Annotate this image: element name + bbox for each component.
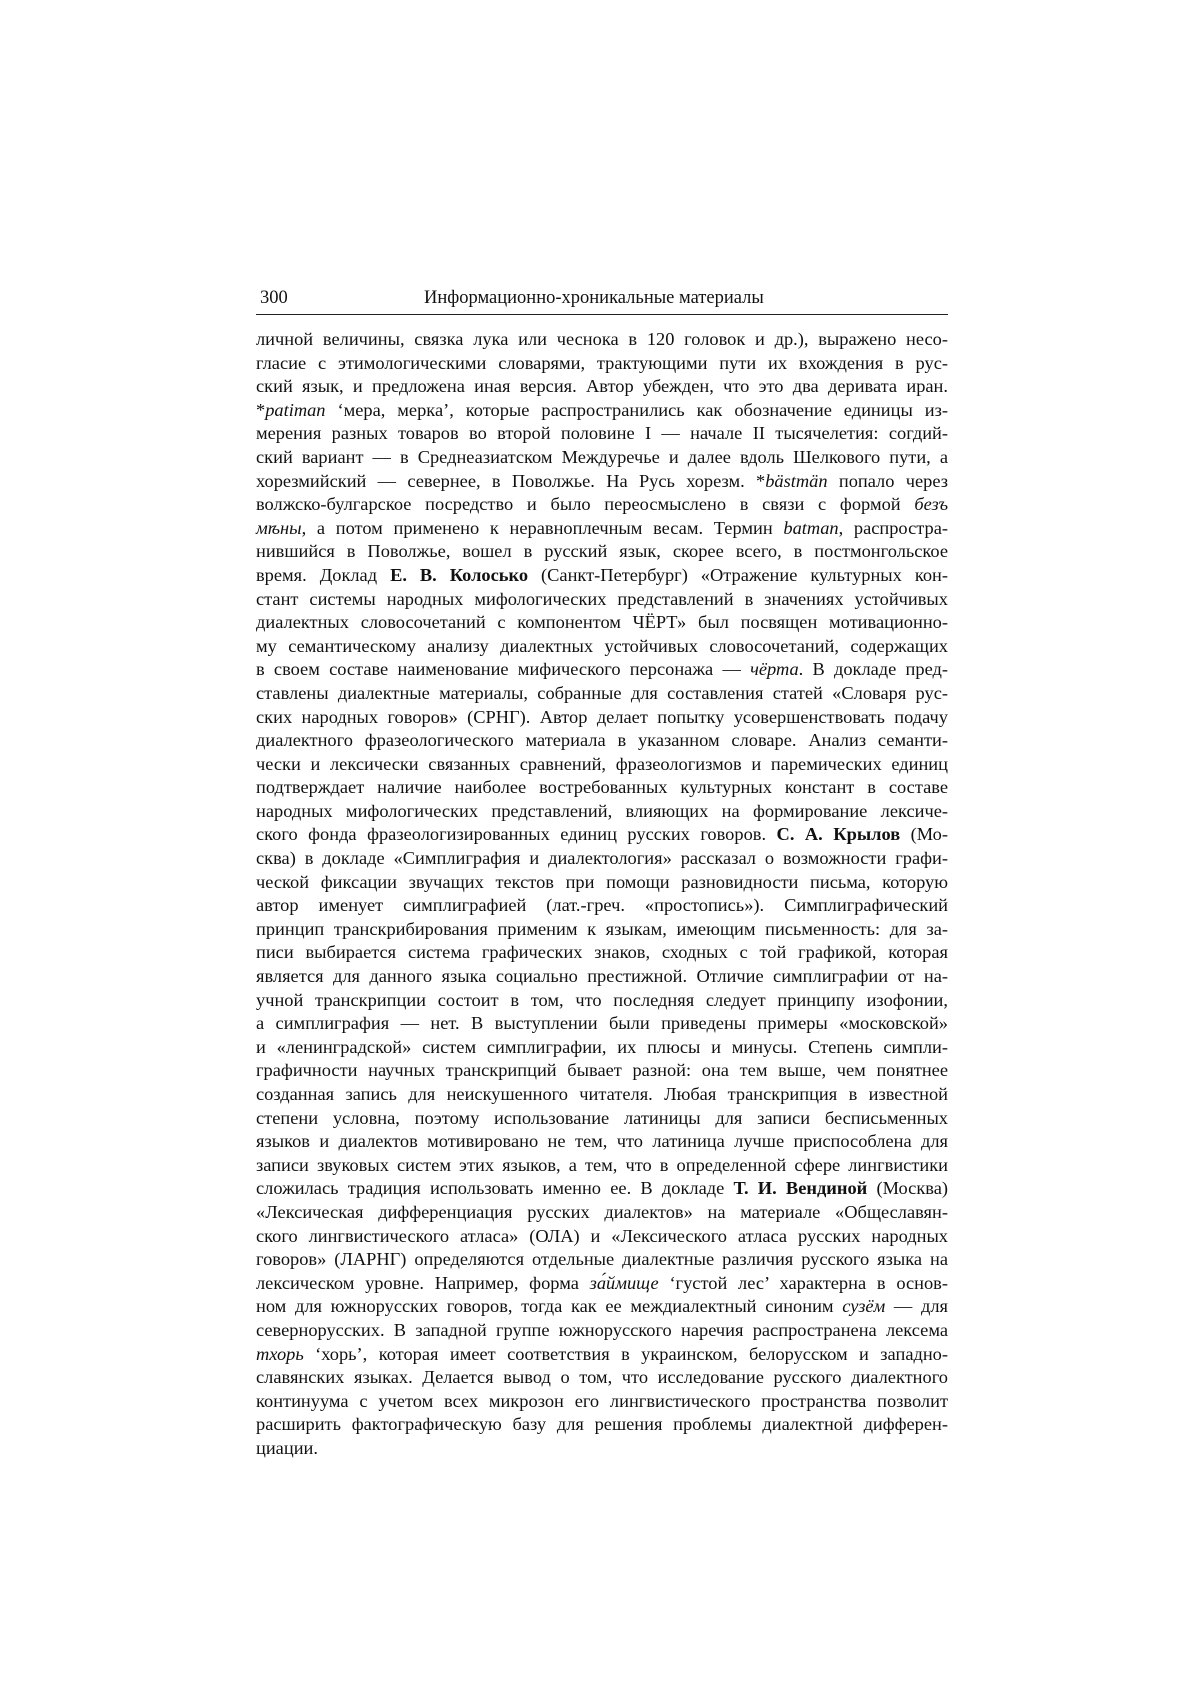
text-line: [256, 918, 948, 942]
text-line: [256, 470, 948, 494]
text-segment: стант системы народных мифологических представлений в значениях устойчивых: [256, 588, 948, 609]
text-line: [256, 328, 948, 352]
author-name: Е. В. Колосько: [390, 564, 529, 585]
text-segment: подтверждает наличие наиболее востребованных культурных констант в составе: [256, 777, 948, 798]
text-segment: а симплиграфия — нет. В выступлении были приведены примеры «московской»: [256, 1013, 948, 1034]
text-segment: мерения разных товаров во второй половине I — начале II тысячелетия: согдий-: [256, 423, 948, 444]
text-segment: народных мифологических представлений, влияющих на формирование лексиче-: [256, 800, 948, 821]
text-segment: ном для южнорусских говоров, тогда как ее междиалектный синоним: [256, 1296, 843, 1317]
text-line: [256, 611, 948, 635]
italic-term: тхорь: [256, 1343, 304, 1364]
text-line: [256, 1036, 948, 1060]
text-segment: славянских языках. Делается вывод о том, что исследование русского диалектного: [256, 1367, 948, 1388]
text-segment: ских народных говоров» (СРНГ). Автор делает попытку усовершенствовать подачу: [256, 706, 948, 727]
text-line: [256, 399, 948, 423]
text-line: [256, 564, 948, 588]
page: [256, 286, 948, 1461]
body-text: [256, 328, 948, 1461]
text-line: [256, 800, 948, 824]
text-line: [256, 682, 948, 706]
text-segment: ‘густой лес’ характерна в основ-: [658, 1272, 948, 1293]
text-line: [256, 375, 948, 399]
text-line: [256, 1107, 948, 1131]
text-line: [256, 823, 948, 847]
text-line: [256, 989, 948, 1013]
text-segment: севернорусских. В западной группе южнорусского наречия распространена лексема: [256, 1319, 948, 1340]
text-line: [256, 422, 948, 446]
text-segment: говоров» (ЛАРНГ) определяются отдельные диалектные различия русского языка на: [256, 1249, 948, 1270]
text-segment: диалектных словосочетаний с компонентом ЧЁРТ» был посвящен мотивационно-: [256, 612, 948, 633]
text-segment: автор именует симплиграфией (лат.-греч. «простопись»). Симплиграфический: [256, 895, 948, 916]
text-segment: сложилась традиция использовать именно ее. В докладе: [256, 1178, 734, 1199]
text-line: [256, 1083, 948, 1107]
text-segment: . В докладе пред-: [798, 659, 948, 680]
text-line: [256, 1272, 948, 1296]
italic-term: patiman: [265, 399, 326, 420]
text-segment: ческой фиксации звучащих текстов при помощи разновидности письма, которую: [256, 871, 948, 892]
text-segment: континуума с учетом всех микрозон его лингвистического пространства позволит: [256, 1390, 948, 1411]
text-segment: попало через: [827, 470, 948, 491]
text-segment: — для: [885, 1296, 948, 1317]
text-segment: ского фонда фразеологизированных единиц русских говоров.: [256, 824, 777, 845]
text-segment: ский язык, и предложена иная версия. Автор убежден, что это два деривата иран.: [256, 376, 948, 397]
text-segment: ский вариант — в Среднеазиатском Междуречье и далее вдоль Шелкового пути, а: [256, 446, 948, 467]
author-name: С. А. Крылов: [776, 824, 901, 845]
text-line: [256, 941, 948, 965]
text-line: [256, 446, 948, 470]
text-line: [256, 1225, 948, 1249]
text-segment: принцип транскрибирования применим к языкам, имеющим письменность: для за-: [256, 918, 948, 939]
text-line: [256, 1059, 948, 1083]
text-line: [256, 776, 948, 800]
text-line: [256, 1319, 948, 1343]
italic-term: batman: [783, 517, 839, 538]
text-segment: личной величины, связка лука или чеснока в 120 головок и др.), выражено несо-: [256, 329, 948, 349]
italic-term: чёрта: [750, 659, 799, 680]
text-segment: «Лексическая дифференциация русских диалектов» на материале «Общеславян-: [256, 1201, 948, 1222]
text-line: [256, 729, 948, 753]
author-name: Т. И. Вендиной: [733, 1178, 868, 1199]
text-line: [256, 871, 948, 895]
text-segment: созданная запись для неискушенного читателя. Любая транскрипция в известной: [256, 1084, 948, 1104]
text-segment: нившийся в Поволжье, вошел в русский язык, скорее всего, в постмонгольское: [256, 541, 948, 562]
text-segment: сква) в докладе «Симплиграфия и диалектология» рассказал о возможности графи-: [256, 848, 948, 869]
text-segment: является для данного языка социально престижной. Отличие симплиграфии от на-: [256, 966, 948, 987]
text-segment: степени условна, поэтому использование латиницы для записи бесписьменных: [256, 1107, 948, 1128]
text-line: [256, 352, 948, 376]
text-segment: расширить фактографическую базу для решения проблемы диалектной дифферен-: [256, 1414, 948, 1435]
running-head-title: Информационно-хроникальные материалы: [424, 288, 764, 308]
text-line: [256, 1177, 948, 1201]
text-line: [256, 635, 948, 659]
text-segment: записи звуковых систем этих языков, а тем, что в определенной сфере лингвистики: [256, 1154, 948, 1175]
text-line: [256, 493, 948, 517]
text-segment: ‘мера, мерка’, которые распространились как обозначение единицы из-: [325, 399, 948, 420]
running-head: [256, 286, 948, 315]
text-line: [256, 1248, 948, 1272]
text-segment: хорезмийский — севернее, в Поволжье. На Русь хорезм. *: [256, 470, 766, 491]
text-line: [256, 1295, 948, 1319]
text-line: [256, 1201, 948, 1225]
text-segment: ского лингвистического атласа» (ОЛА) и «Лексического атласа русских народных: [256, 1225, 948, 1246]
text-segment: , распростра-: [838, 517, 948, 538]
text-line: [256, 1390, 948, 1414]
text-segment: в своем составе наименование мифического персонажа —: [256, 659, 751, 680]
text-segment: писи выбирается система графических знаков, сходных с той графикой, которая: [256, 942, 948, 963]
text-segment: , а потом применено к неравноплечным весам. Термин: [301, 517, 784, 538]
text-line: [256, 1413, 948, 1437]
text-segment: чески и лексически связанных сравнений, фразеологизмов и паремических единиц: [256, 753, 948, 774]
text-line: [256, 658, 948, 682]
text-segment: (Москва): [867, 1178, 948, 1199]
italic-term: мѣны: [256, 517, 302, 538]
italic-term: bästmän: [765, 470, 828, 491]
italic-term: безъ: [914, 494, 948, 515]
text-segment: учной транскрипции состоит в том, что последняя следует принципу изофонии,: [256, 989, 948, 1010]
text-line: [256, 965, 948, 989]
text-segment: (Санкт-Петербург) «Отражение культурных кон-: [528, 564, 948, 585]
text-segment: языков и диалектов мотивировано не тем, что латиница лучше приспособлена для: [256, 1131, 948, 1152]
text-segment: диалектного фразеологического материала в указанном словаре. Анализ семанти-: [256, 730, 948, 751]
text-line: [256, 847, 948, 871]
text-segment: гласие с этимологическими словарями, трактующими пути их вхождения в рус-: [256, 352, 948, 373]
text-segment: и «ленинградской» систем симплиграфии, их плюсы и минусы. Степень симпли-: [256, 1036, 948, 1057]
text-segment: лексическом уровне. Например, форма: [256, 1272, 590, 1293]
text-line: [256, 1343, 948, 1367]
page-number: 300: [260, 288, 288, 308]
text-segment: время. Доклад: [256, 564, 391, 585]
text-line: [256, 540, 948, 564]
text-segment: му семантическому анализу диалектных устойчивых словосочетаний, содержащих: [256, 635, 948, 656]
italic-term: сузём: [842, 1296, 886, 1317]
text-line: [256, 753, 948, 777]
text-line: [256, 894, 948, 918]
text-segment: *: [256, 399, 266, 420]
text-line: [256, 517, 948, 541]
text-segment: ставлены диалектные материалы, собранные для составления статей «Словаря рус-: [256, 682, 948, 703]
text-segment: циации.: [256, 1437, 318, 1458]
italic-term: за́ймище: [589, 1272, 659, 1293]
text-line: [256, 1154, 948, 1178]
text-segment: (Мо-: [900, 824, 949, 845]
text-line: [256, 588, 948, 612]
text-segment: графичности научных транскрипций бывает разной: она тем выше, чем понятнее: [256, 1060, 948, 1081]
text-line: [256, 706, 948, 730]
text-segment: ‘хорь’, которая имеет соответствия в украинском, белорусском и западно-: [303, 1343, 948, 1364]
text-line: [256, 1012, 948, 1036]
text-line: [256, 1366, 948, 1390]
text-line: [256, 1130, 948, 1154]
text-line: [256, 1437, 948, 1461]
text-segment: волжско-булгарское посредство и было переосмыслено в связи с формой: [256, 494, 915, 515]
